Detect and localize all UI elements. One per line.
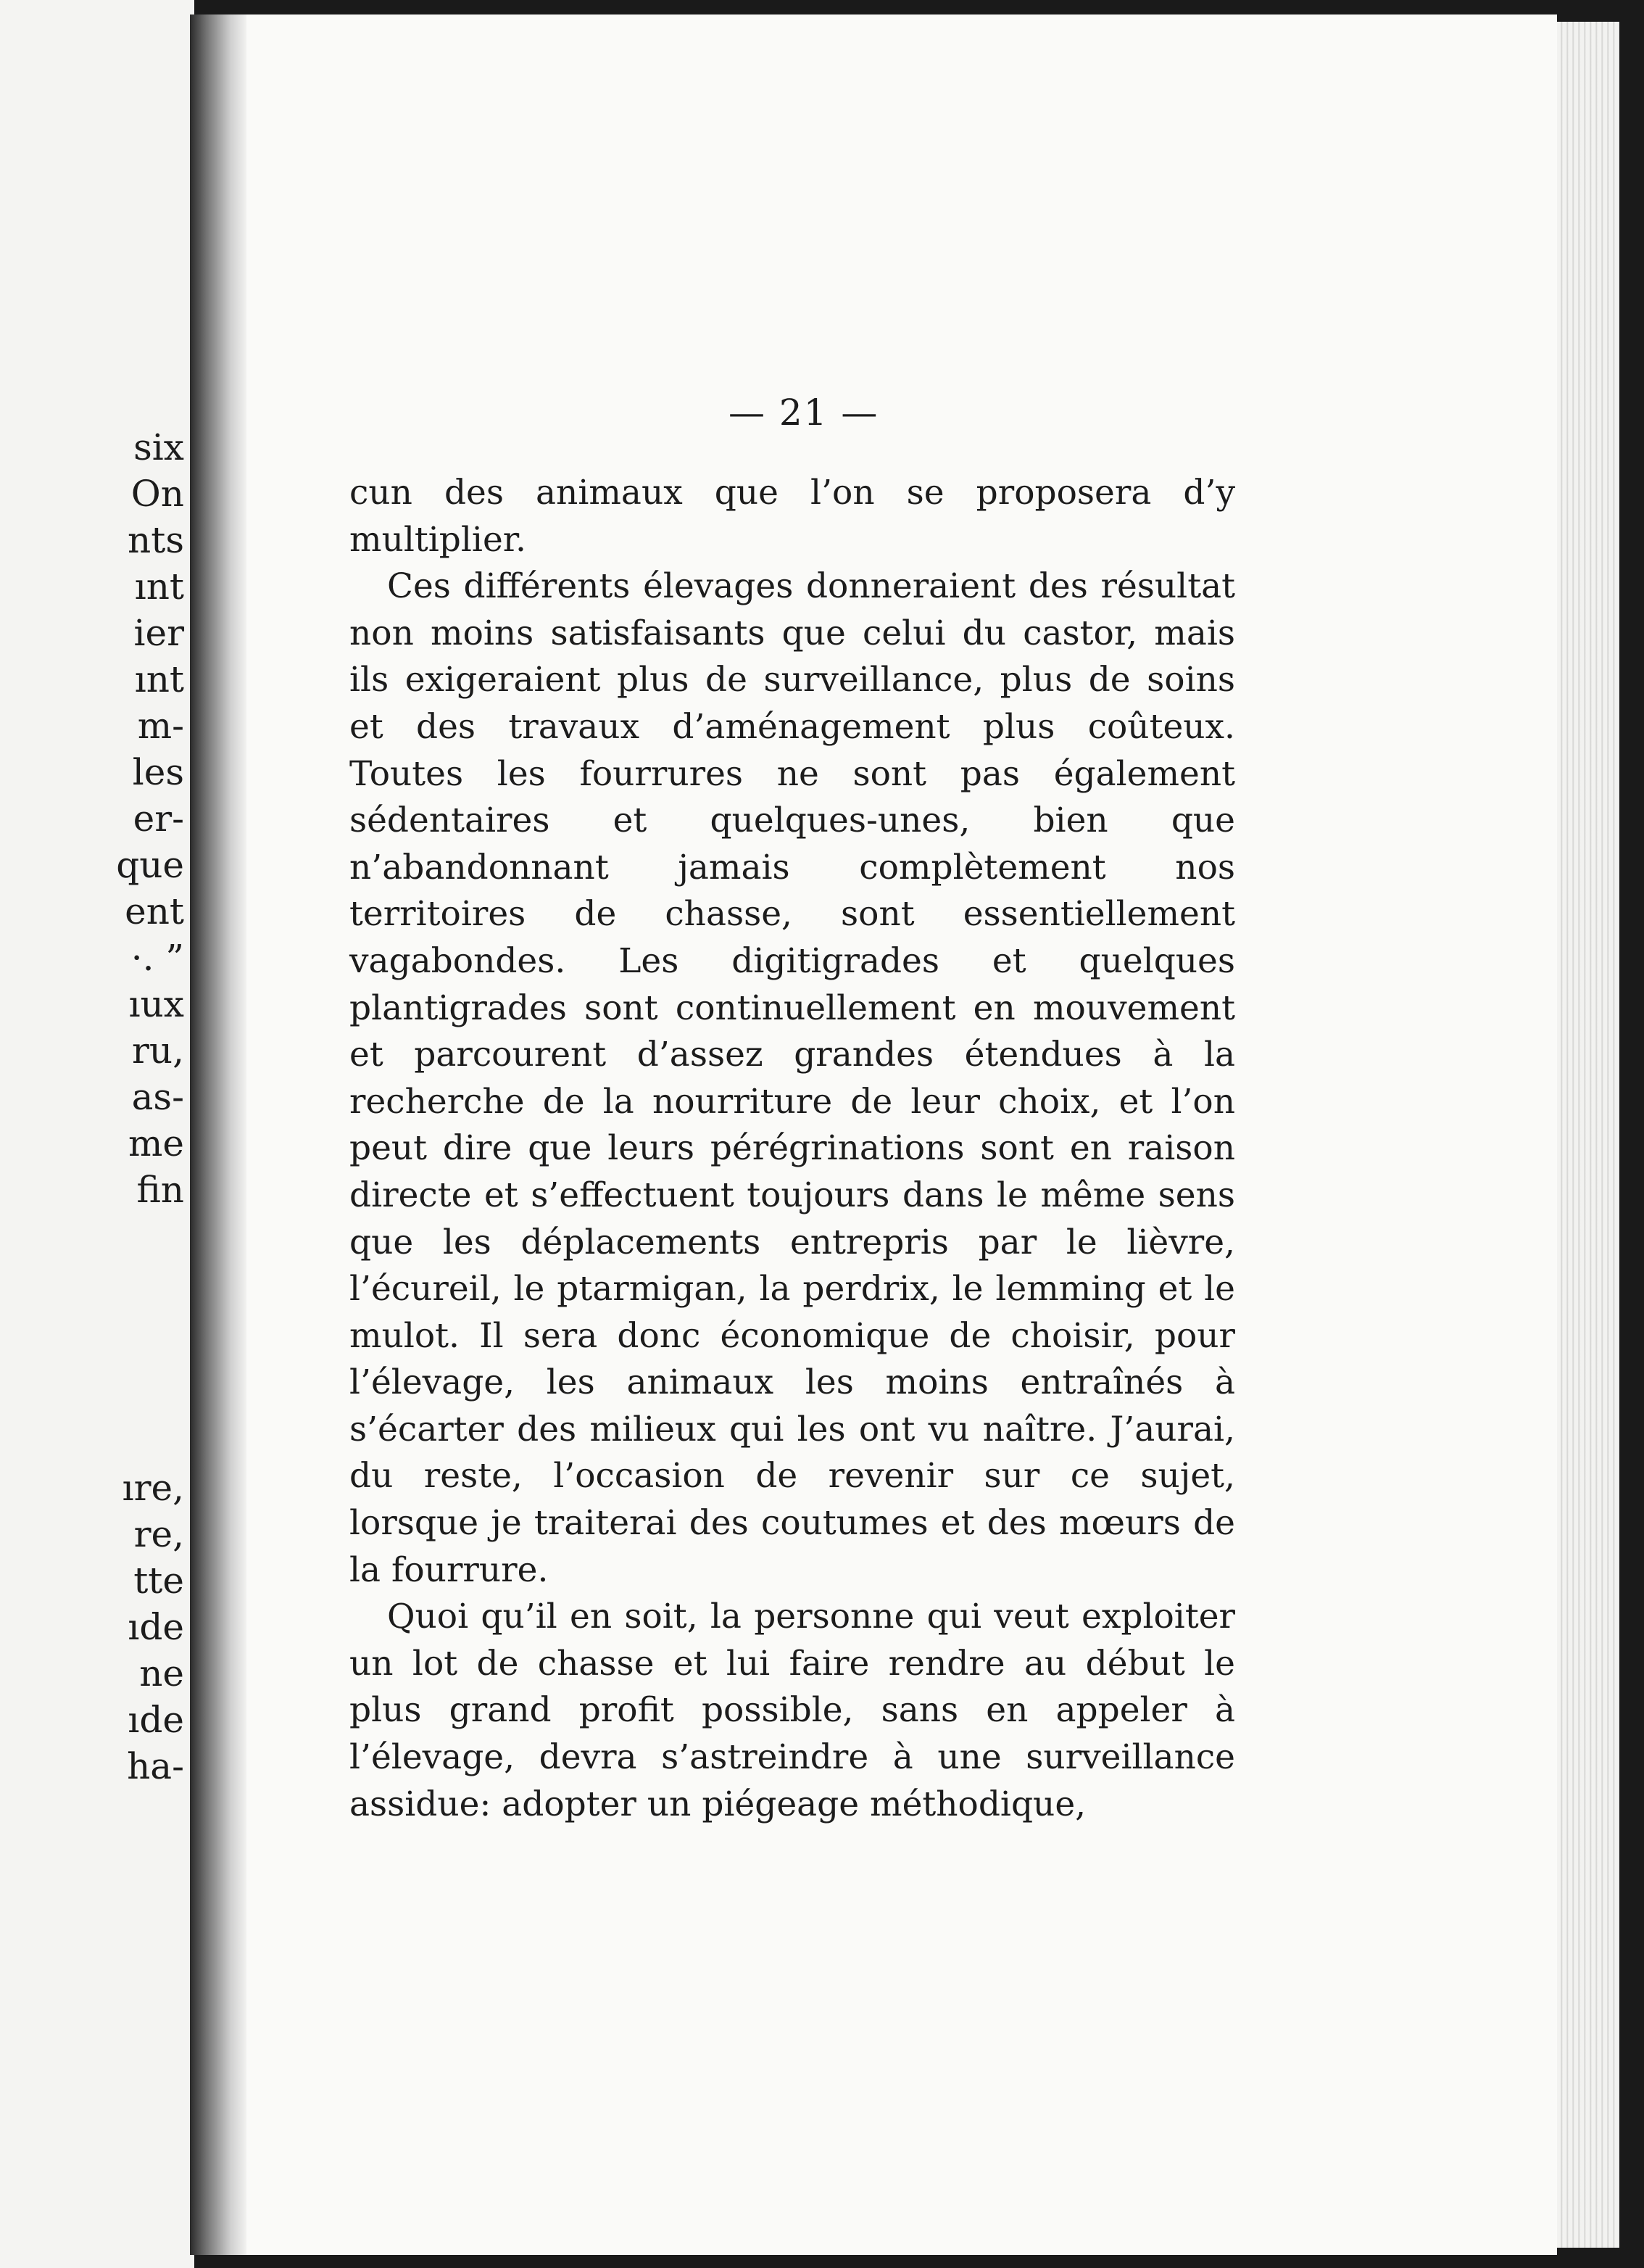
previous-page-line: six xyxy=(133,426,184,468)
previous-page-text-bottom xyxy=(123,1465,184,1789)
previous-page-line: fin xyxy=(136,1169,184,1211)
previous-page-line: re, xyxy=(133,1513,184,1555)
paragraph: Ces différents élevages donneraient des résultat non moins satisfaisants que celui du castor, mais ils exigeraient plus de surveillance, plus de soins et des travaux d’aménagement plus coûteux. Toutes les fourrures ne sont pas également sédentaires et quelques-unes, bien que n’abandonnant jamais complètement nos territoires de chasse, sont essentiellement vagabondes. Les digitigrades et quelques plantigrades sont continuellement en mouvement et parcourent d’assez grandes étendues à la recherche de la nourriture de leur choix, et l’on peut dire que leurs pérégrinations sont en raison directe et s’effectuent toujours dans le même sens que les déplacements entrepris par le lièvre, l’écureil, le ptarmigan, la perdrix, le lemming et le mulot. Il sera donc économique de choisir, pour l’élevage, les animaux les moins entraînés à s’écarter des milieux qui les ont vu naître. J’aurai, du reste, l’occasion de revenir sur ce sujet, lorsque je traiterai des coutumes et des mœurs de la fourrure. xyxy=(349,566,1235,1590)
previous-page-line: ha- xyxy=(127,1745,184,1787)
page-stack-edge xyxy=(1557,22,1619,2248)
previous-page-line: ne xyxy=(139,1652,184,1694)
previous-page-edge xyxy=(0,0,194,2268)
previous-page-line: ıde xyxy=(128,1699,184,1741)
previous-page-line: ier xyxy=(133,612,184,654)
paragraph: Quoi qu’il en soit, la personne qui veut exploiter un lot de chasse et lui faire rendre au début le plus grand profit possible, sans en appeler à l’élevage, devra s’astreindre à une surveillance assidue: adopter un piégeage méthodique, xyxy=(349,1597,1235,1824)
previous-page-line: ınt xyxy=(134,658,184,700)
previous-page-line: ent xyxy=(125,890,184,932)
book-gutter xyxy=(190,15,248,2255)
page-number: — 21 — xyxy=(728,392,879,434)
previous-page-text-top xyxy=(116,424,184,1213)
previous-page-line: ıde xyxy=(128,1606,184,1648)
previous-page-line: On xyxy=(130,473,184,515)
previous-page-line: ru, xyxy=(132,1030,184,1072)
previous-page-line: tte xyxy=(133,1560,184,1602)
previous-page-line: m- xyxy=(137,705,184,747)
previous-page-line: ınt xyxy=(134,566,184,608)
previous-page-line: les xyxy=(132,751,184,793)
previous-page-line: me xyxy=(128,1122,184,1164)
page-body xyxy=(349,470,1235,1828)
previous-page-line: er- xyxy=(133,798,184,840)
previous-page-line: que xyxy=(116,844,184,886)
paragraph-continuation: cun des animaux que l’on se proposera d’y multiplier. xyxy=(349,473,1235,560)
previous-page-line: ıux xyxy=(128,983,184,1025)
previous-page-line: ·. ” xyxy=(130,937,184,979)
previous-page-line: nts xyxy=(128,519,184,561)
previous-page-line: as- xyxy=(131,1076,184,1118)
previous-page-line: ıre, xyxy=(122,1467,184,1509)
